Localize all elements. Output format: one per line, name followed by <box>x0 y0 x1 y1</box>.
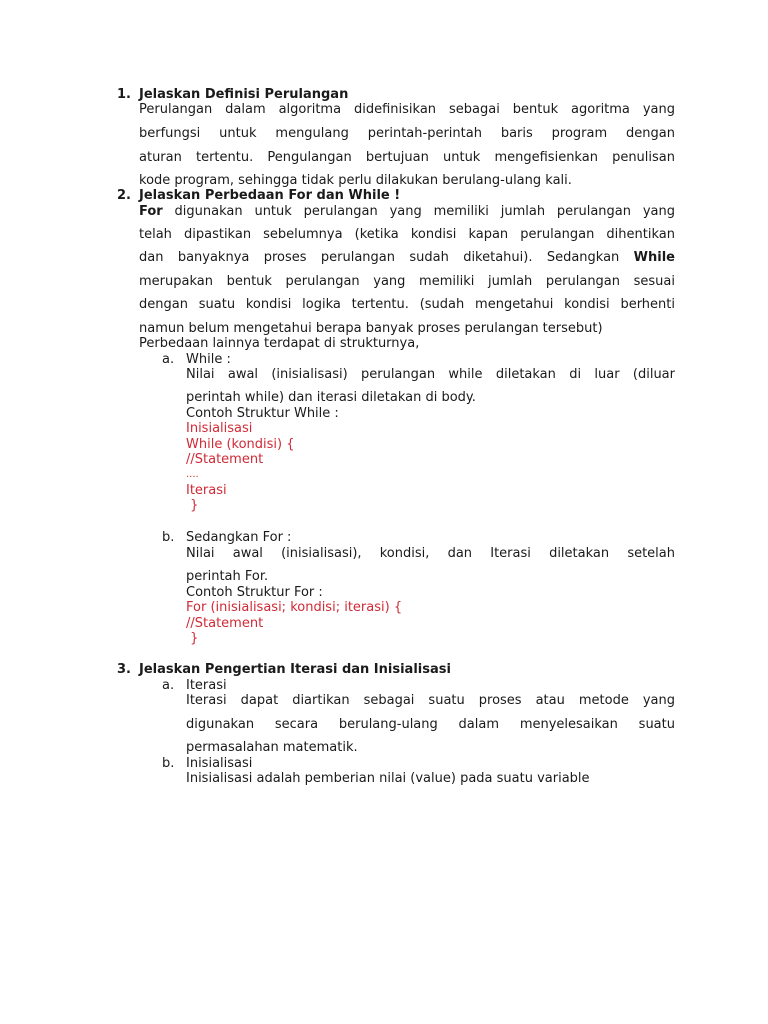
q1-number: 1. <box>117 87 131 102</box>
q1-line-4: kode program, sehingga tidak perlu dilakukan berulang-ulang kali. <box>139 173 572 188</box>
q3-number: 3. <box>117 662 131 677</box>
q3a-marker: a. <box>162 678 175 693</box>
while-code-line-1: Inisialisasi <box>186 421 253 436</box>
q2-line-1: For digunakan untuk perulangan yang memiliki jumlah perulangan yang <box>139 204 675 219</box>
q2-line-3: dan banyaknya proses perulangan sudah diketahui). Sedangkan While <box>139 250 675 265</box>
q3a-line-2: digunakan secara berulang-ulang dalam menyelesaikan suatu <box>186 717 675 732</box>
q2b-desc-1: Nilai awal (inisialisasi), kondisi, dan Iterasi diletakan setelah <box>186 546 675 561</box>
q3a-title: Iterasi <box>186 678 227 693</box>
q2b-example-label: Contoh Struktur For : <box>186 585 323 600</box>
q2b-marker: b. <box>162 530 175 545</box>
q2-line-6: namun belum mengetahui berapa banyak proses perulangan tersebut) <box>139 321 603 336</box>
q2a-desc-2: perintah while) dan iterasi diletakan di body. <box>186 390 476 405</box>
q3-heading: Jelaskan Pengertian Iterasi dan Inisialisasi <box>139 662 451 677</box>
for-code-line-1: For (inisialisasi; kondisi; iterasi) { <box>186 600 403 615</box>
q2a-desc-1: Nilai awal (inisialisasi) perulangan while diletakan di luar (diluar <box>186 367 675 382</box>
q3a-line-1: Iterasi dapat diartikan sebagai suatu proses atau metode yang <box>186 693 675 708</box>
q2a-marker: a. <box>162 352 175 367</box>
q3a-line-3: permasalahan matematik. <box>186 740 358 755</box>
while-code-line-3: //Statement <box>186 452 264 467</box>
q2a-title: While : <box>186 352 231 367</box>
q1-line-2: berfungsi untuk mengulang perintah-perintah baris program dengan <box>139 126 675 141</box>
while-code-line-4: .... <box>186 469 199 480</box>
q2b-desc-2: perintah For. <box>186 569 269 584</box>
q1-line-3: aturan tertentu. Pengulangan bertujuan untuk mengefisienkan penulisan <box>139 150 675 165</box>
for-keyword: For <box>139 204 163 219</box>
for-code-line-2: //Statement <box>186 616 264 631</box>
q1-heading: Jelaskan Definisi Perulangan <box>139 87 349 102</box>
while-keyword: While <box>633 250 675 265</box>
q3b-title: Inisialisasi <box>186 756 253 771</box>
q2-heading: Jelaskan Perbedaan For dan While ! <box>139 188 401 203</box>
q3b-marker: b. <box>162 756 175 771</box>
q2-number: 2. <box>117 188 131 203</box>
q2-line-2: telah dipastikan sebelumnya (ketika kondisi kapan perulangan dihentikan <box>139 227 675 242</box>
q2b-title: Sedangkan For : <box>186 530 292 545</box>
while-code-line-6: } <box>186 498 199 513</box>
q2a-example-label: Contoh Struktur While : <box>186 406 339 421</box>
q2-line-5: dengan suatu kondisi logika tertentu. (sudah mengetahui kondisi berhenti <box>139 297 675 312</box>
q3b-line-1: Inisialisasi adalah pemberian nilai (value) pada suatu variable <box>186 771 590 786</box>
for-code-line-3: } <box>186 631 199 646</box>
while-code-line-5: Iterasi <box>186 483 227 498</box>
while-code-line-2: While (kondisi) { <box>186 437 295 452</box>
q1-line-1: Perulangan dalam algoritma didefinisikan sebagai bentuk agoritma yang <box>139 102 675 117</box>
q2-line-4: merupakan bentuk perulangan yang memiliki jumlah perulangan sesuai <box>139 274 675 289</box>
q2-line-7: Perbedaan lainnya terdapat di strukturnya, <box>139 336 420 351</box>
